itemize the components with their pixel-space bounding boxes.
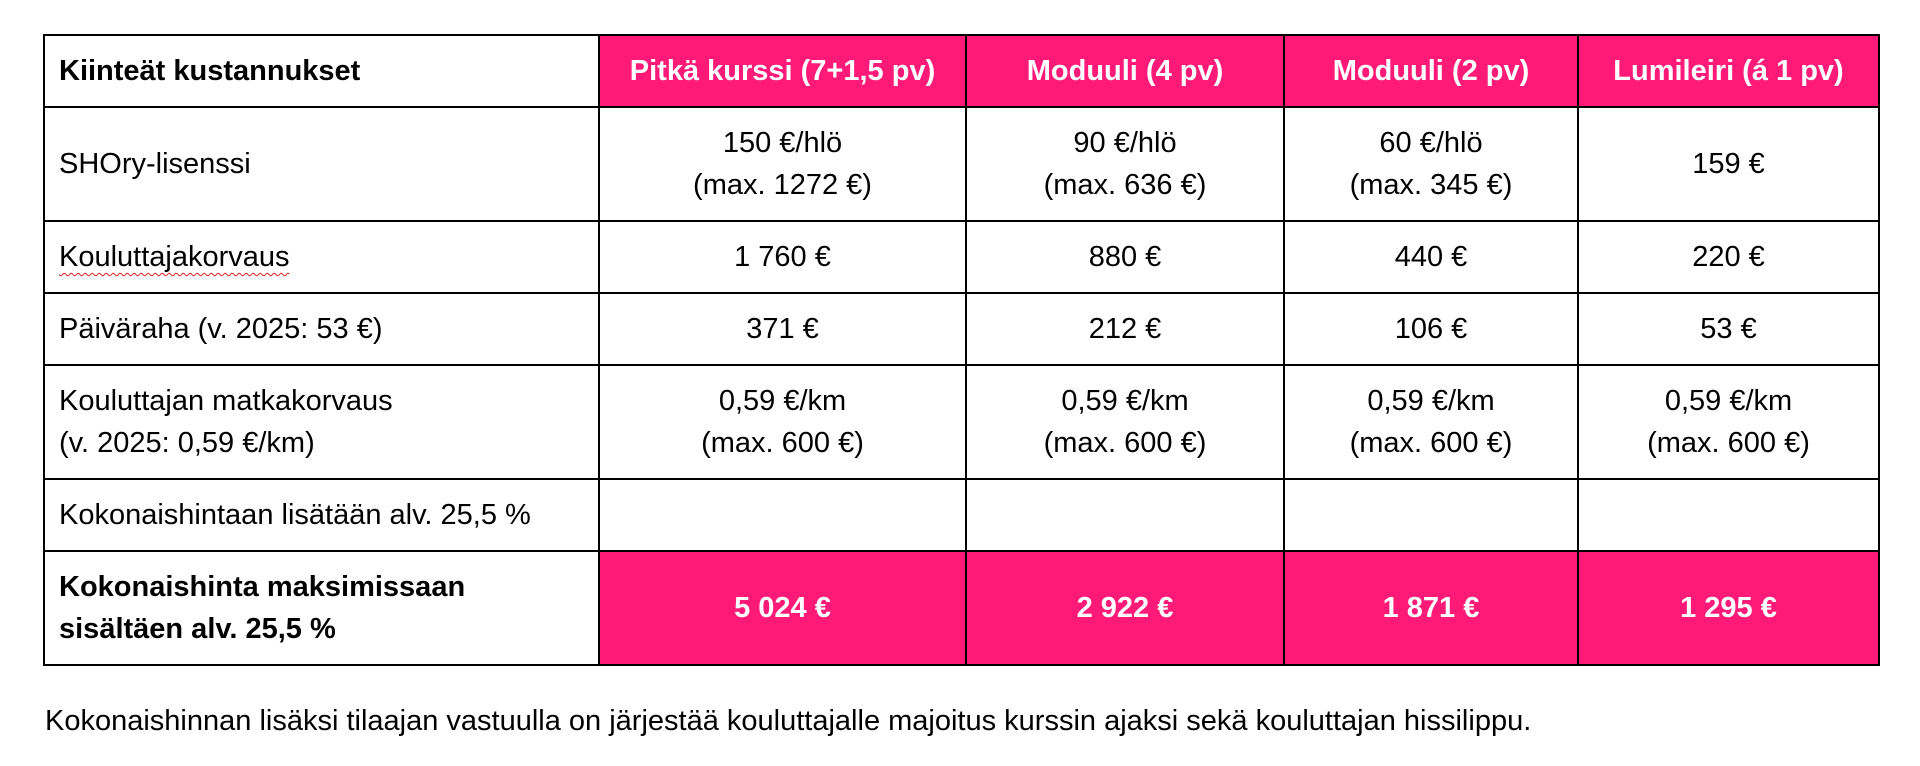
cell-value: 0,59 €/km (max. 600 €) [1284, 365, 1578, 479]
cell-empty [966, 479, 1284, 551]
cell-value: 220 € [1578, 221, 1879, 293]
cell-empty [1284, 479, 1578, 551]
cell-value: 106 € [1284, 293, 1578, 365]
total-value: 1 295 € [1578, 551, 1879, 665]
cell-value: 371 € [599, 293, 966, 365]
total-value: 5 024 € [599, 551, 966, 665]
cell-value: 212 € [966, 293, 1284, 365]
table-row [44, 479, 1879, 551]
spellcheck-underlined-text: Kouluttajakorvaus [59, 241, 290, 273]
cell-value: 159 € [1578, 107, 1879, 221]
footnote: Kokonaishinnan lisäksi tilaajan vastuulla on järjestää kouluttajalle majoitus kurssin ajaksi sekä kouluttajan hissilippu. [45, 705, 1532, 737]
table-row [44, 293, 1879, 365]
table-row [44, 221, 1879, 293]
total-row [44, 551, 1879, 665]
cell-value: 53 € [1578, 293, 1879, 365]
header-long-course: Pitkä kurssi (7+1,5 pv) [599, 35, 966, 107]
row-label: Päiväraha (v. 2025: 53 €) [44, 293, 599, 365]
total-value: 2 922 € [966, 551, 1284, 665]
cell-value: 880 € [966, 221, 1284, 293]
cell-value: 90 €/hlö (max. 636 €) [966, 107, 1284, 221]
row-label: SHOry-lisenssi [44, 107, 599, 221]
row-label [44, 221, 599, 293]
total-label: Kokonaishinta maksimissaan sisältäen alv. 25,5 % [44, 551, 599, 665]
header-fixed-costs: Kiinteät kustannukset [44, 35, 599, 107]
total-value: 1 871 € [1284, 551, 1578, 665]
cell-empty [599, 479, 966, 551]
header-module-2: Moduuli (2 pv) [1284, 35, 1578, 107]
table-row [44, 107, 1879, 221]
cell-value: 0,59 €/km (max. 600 €) [599, 365, 966, 479]
row-label: Kokonaishintaan lisätään alv. 25,5 % [44, 479, 599, 551]
table-row [44, 365, 1879, 479]
cell-value: 1 760 € [599, 221, 966, 293]
cell-value: 0,59 €/km (max. 600 €) [1578, 365, 1879, 479]
header-module-4: Moduuli (4 pv) [966, 35, 1284, 107]
cell-value: 150 €/hlö (max. 1272 €) [599, 107, 966, 221]
header-row [44, 35, 1879, 107]
cell-empty [1578, 479, 1879, 551]
cell-value: 0,59 €/km (max. 600 €) [966, 365, 1284, 479]
cost-table [43, 34, 1880, 666]
cell-value: 60 €/hlö (max. 345 €) [1284, 107, 1578, 221]
cell-value: 440 € [1284, 221, 1578, 293]
row-label: Kouluttajan matkakorvaus (v. 2025: 0,59 €/km) [44, 365, 599, 479]
header-snow-camp: Lumileiri (á 1 pv) [1578, 35, 1879, 107]
